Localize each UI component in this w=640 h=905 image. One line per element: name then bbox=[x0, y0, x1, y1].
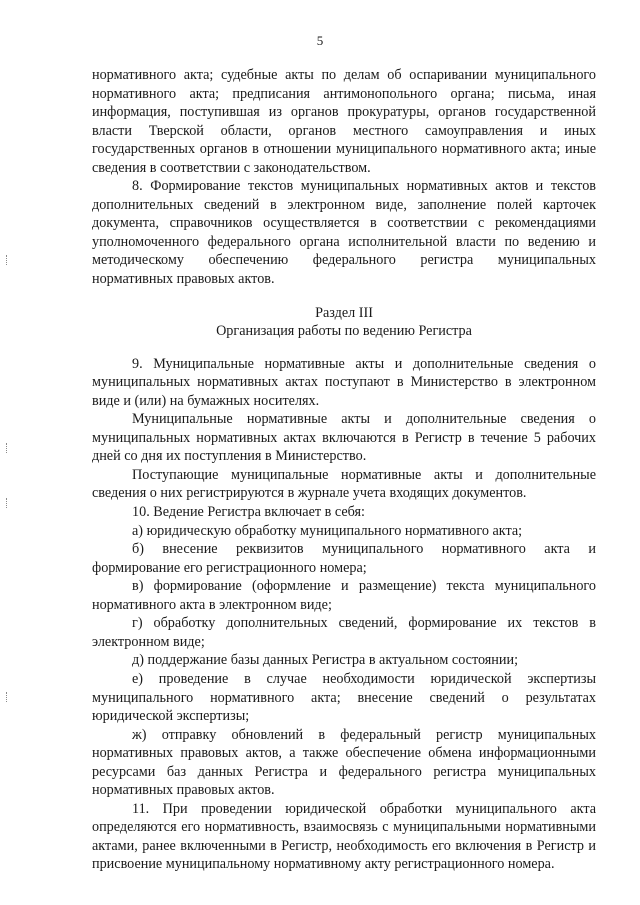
list-item-v: в) формирование (оформление и размещение) текста муниципального нормативного акта в электронном виде; bbox=[92, 578, 596, 613]
margin-mark bbox=[6, 443, 9, 453]
margin-mark bbox=[6, 498, 9, 508]
paragraph-item-11: 11. При проведении юридической обработки муниципального акта определяются его нормативность, взаимосвязь с муниципальными нормативными актами, ранее включенными в Регистр, необходимость его включения в Регистр и присвоение муниципальному нормативному акту регистрационного номера. bbox=[92, 800, 596, 873]
paragraph-item-9: 9. Муниципальные нормативные акты и дополнительные сведения о муниципальных нормативных актах поступают в Министерство в электронном виде и (или) на бумажных носителях. bbox=[92, 355, 596, 409]
list-item-b: б) внесение реквизитов муниципального нормативного акта и формирование его регистрационного номера; bbox=[92, 541, 596, 576]
page-number: 5 bbox=[316, 33, 324, 48]
paragraph: Муниципальные нормативные акты и дополнительные сведения о муниципальных нормативных актах включаются в Регистр в течение 5 рабочих дней со дня их поступления в Министерство. bbox=[92, 411, 596, 465]
list-item-e: е) проведение в случае необходимости юридической экспертизы муниципального нормативного акта; внесение сведений о результатах юридической экспертизы; bbox=[92, 670, 596, 725]
section-title: Организация работы по ведению Регистра bbox=[216, 323, 472, 340]
margin-mark bbox=[6, 692, 9, 702]
list-item-d: д) поддержание базы данных Регистра в актуальном состоянии; bbox=[132, 652, 519, 669]
paragraph: Поступающие муниципальные нормативные акты и дополнительные сведения о них регистрируются в журнале учета входящих документов. bbox=[92, 466, 596, 502]
document-body bbox=[92, 66, 596, 874]
list-item-g: г) обработку дополнительных сведений, формирование их текстов в электронном виде; bbox=[92, 615, 596, 650]
section-number: Раздел III bbox=[315, 304, 373, 321]
paragraph-item-10: 10. Ведение Регистра включает в себя: bbox=[132, 504, 365, 521]
list-item-a: а) юридическую обработку муниципального нормативного акта; bbox=[132, 522, 523, 539]
paragraph-continuation: нормативного акта; судебные акты по делам об оспаривании муниципального нормативного акта; предписания антимонопольного органа; письма, иная информация, поступившая из органов прокуратуры, органов государственной власти Тверской области, органов местного самоуправления и иных государственных органов в отношении муниципального нормативного акта; иные сведения в соответствии с законодательством. bbox=[92, 67, 596, 176]
list-item-zh: ж) отправку обновлений в федеральный регистр муниципальных нормативных правовых актов, а также обеспечение обмена информационными ресурсами баз данных Регистра и федерального регистра муниципальных нормативных правовых актов. bbox=[92, 726, 596, 799]
paragraph-item-8: 8. Формирование текстов муниципальных нормативных актов и текстов дополнительных сведений в электронном виде, заполнение полей карточек документа, справочников осуществляется в соответствии с рекомендациями уполномоченного федерального органа исполнительной власти по ведению и методическому обеспечению федерального регистра муниципальных нормативных правовых актов. bbox=[92, 178, 596, 288]
margin-mark bbox=[6, 255, 9, 265]
